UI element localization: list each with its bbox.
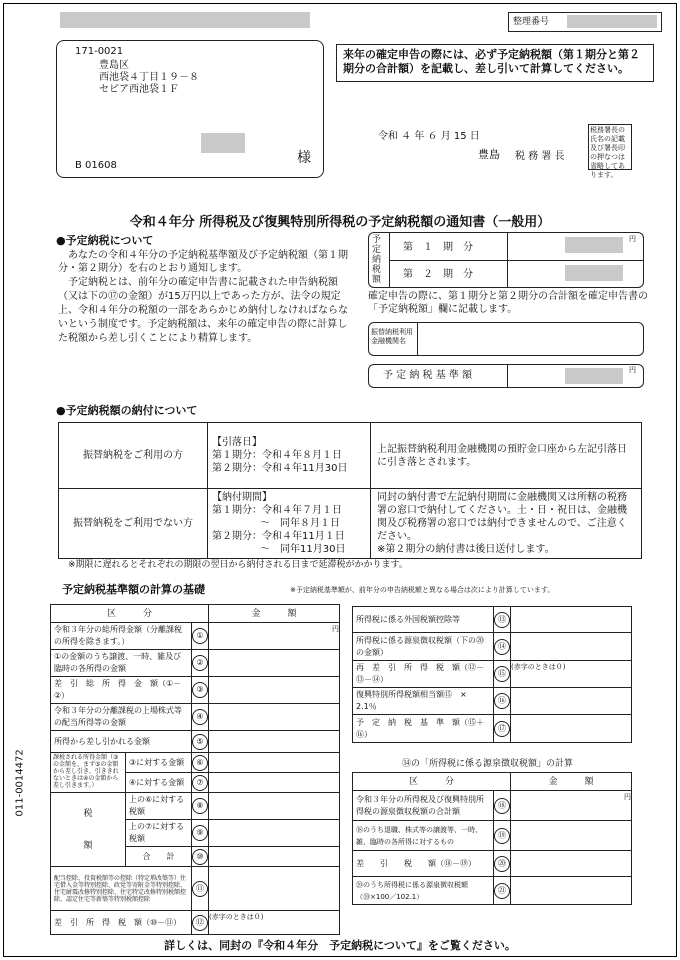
calc-row-number: ⑯ — [494, 693, 510, 709]
section-heading-yotei-nozei: ●予定納税について — [56, 234, 154, 247]
calc-row-label: 所得から差し引かれる金額 — [54, 736, 150, 746]
payment-period-1-end: ～ 同年８月１日 — [260, 518, 340, 529]
side-form-code: 011-0014472 — [14, 749, 26, 817]
section-heading-calc: 予定納税基準額の計算の基礎 — [62, 583, 205, 596]
sub-yen-unit: 円 — [624, 793, 631, 801]
non-autopay-label: 振替納税をご利用でない方 — [73, 518, 193, 529]
calc-row-number: ⑩ — [192, 849, 208, 865]
calc-row-label: ⑱のうち退職、株式等の譲渡等、一時、雑、臨時の各所得に対するもの — [356, 825, 482, 846]
calc-row-number: ⑤ — [192, 734, 208, 750]
calc-row-label: 差 引 所 得 税 額（⑩－⑪） — [54, 917, 182, 927]
autopay-date-title: 【引落日】 — [212, 437, 262, 448]
section1-paragraph-1: あなたの令和４年分の予定納税基準額及び予定納税額（第１期分・第２期分）を右のとおり通知します。 — [58, 250, 348, 274]
sub-col-kubun: 区 分 — [408, 776, 454, 787]
redacted-name-top — [60, 12, 310, 28]
calc-row-label: ③に対する金額 — [129, 757, 185, 767]
redacted-recipient-name — [201, 133, 245, 153]
document-title: 令和４年分 所得税及び復興特別所得税の予定納税額の通知書（一般用） — [129, 215, 551, 230]
calc-row-label: 上の⑦に対する税額 — [129, 822, 185, 843]
calc-row-label: 合 計 — [142, 851, 175, 861]
redacted-period-1-amount — [565, 237, 623, 253]
section1-note: 確定申告の際に、第１期分と第２期分の合計額を確定申告書の「予定納税額」欄に記載します。 — [368, 291, 648, 315]
section1-paragraph-2: 予定納税とは、前年分の確定申告書に記載された申告納税額（又は下の⑰の金額）が15万円以上であった方が、法令の規定上、令和４年分の税額の一部をあらかじめ納付しなければならないという制度です。予定納税額は、来年の確定申告の際に計算した税額から差し引くことにより精算します。 — [58, 277, 348, 344]
seal-omission-note: 税務署長の氏名の記載及び署長印の押なつは省略してあります。 — [588, 124, 632, 170]
tax-office-title: 税 務 署 長 — [515, 151, 565, 162]
zei-label: 税 — [83, 808, 93, 819]
calc-row-number: ⑰ — [494, 721, 510, 737]
calc-row-number: ⑪ — [192, 881, 208, 897]
left-col-kingaku: 金 額 — [251, 608, 297, 619]
section3-heading-note: ※予定納税基準額が、前年分の申告納税額と異なる場合は次により計算しています。 — [290, 586, 555, 594]
address-window — [56, 40, 324, 178]
calc-row-number: ④ — [192, 709, 208, 725]
seiri-number-label: 整理番号 — [513, 17, 550, 27]
postal-code: 171-0021 — [75, 46, 124, 57]
tax-office-name: 豊島 — [478, 148, 500, 161]
calc-row-number: ㉑ — [494, 883, 510, 899]
payment-table — [58, 422, 642, 559]
autopay-note: 上記振替納税利用金融機関の預貯金口座から左記引落日に引き落とされます。 — [377, 443, 627, 468]
sub-col-kingaku: 金 額 — [548, 776, 594, 787]
issue-date: 令和 ４ 年 ６ 月 15 日 — [378, 131, 480, 142]
section-heading-payment: ●予定納税額の納付について — [56, 404, 198, 417]
late-payment-footnote: ※期限に遅れるとそれぞれの期限の翌日から納付される日まで延滞税がかかります。 — [68, 560, 408, 570]
payment-period-title: 【納付期間】 — [212, 492, 272, 503]
calc-row-label: 差 引 総 所 得 金 額（①－②） — [54, 679, 182, 700]
calc-row-number: ⑬ — [494, 612, 510, 628]
payment-period-1-start: 第１期分：令和４年７月１日 — [212, 505, 342, 516]
non-autopay-note: 同封の納付書で左記納付期間に金融機関又は所轄の税務署の窓口で納付してください。土・日・祝日は、金融機関及び税務署の窓口では納付できませんので、ご注意ください。 — [377, 492, 627, 542]
calc-row-number: ⑧ — [192, 798, 208, 814]
delivery-code: B 01608 — [75, 160, 117, 171]
calc-row-number: ⑮ — [494, 666, 510, 682]
withholding-calc-heading: ⑭の「所得税に係る源泉徴収税額」の計算 — [402, 759, 574, 769]
yen-unit-base: 円 — [629, 366, 636, 374]
payment-period-2-end: ～ 同年11月30日 — [260, 544, 346, 555]
bank-box — [368, 322, 644, 356]
address-line-2: 西池袋４丁目１９－８ — [99, 72, 199, 83]
period-1-label: 第 １ 期 分 — [403, 242, 473, 253]
calc-row-number: ⑭ — [494, 639, 510, 655]
calc-row-number: ⑨ — [192, 825, 208, 841]
calc-row-label: 令和３年分の所得税及び復興特別所得税の源泉徴収税額の合計額 — [356, 794, 484, 816]
calc-row-number: ② — [192, 655, 208, 671]
left-col-kubun: 区 分 — [106, 608, 152, 619]
non-autopay-note-2: ※第２期分の納付書は後日送付します。 — [377, 544, 555, 555]
base-amount-box — [368, 364, 644, 388]
calc-row-label: 復興特別所得税額相当額⑮ × 2.1％ — [356, 690, 475, 711]
payment-period-2-start: 第２期分：令和４年11月１日 — [212, 531, 345, 542]
base-amount-label: 予 定 納 税 基 準 額 — [383, 370, 473, 381]
autopay-date-1: 第１期分：令和４年８月１日 — [212, 450, 342, 461]
calc-row-label: ④に対する金額 — [129, 777, 185, 787]
address-line-1: 豊島区 — [99, 60, 129, 71]
calc-row-label: 予 定 納 税 基 準 額（⑮＋⑯） — [356, 717, 484, 739]
withholding-table — [352, 772, 632, 905]
calc-row-label: 所得税に係る外国税額控除等 — [356, 614, 460, 624]
calc-row-number: ⑲ — [494, 828, 510, 844]
right-akaji-note: (赤字のときは０) — [511, 663, 566, 671]
calc-row-label: 配当控除、投資税額等の控除（特定増改築等）住宅借入金等特別控除、政党等寄附金等特別控除、住宅耐震改修特別控除、住宅特定改修特別税額控除、認定住宅等新築等特別税額控除 — [54, 874, 187, 903]
period-2-label: 第 ２ 期 分 — [403, 269, 473, 280]
calc-row-label: 令和３年分の総所得金額（分離課税の所得を除きます。） — [54, 625, 182, 646]
calc-row-label: 上の⑥に対する税額 — [129, 795, 185, 816]
calc-row-number: ③ — [192, 682, 208, 698]
redacted-period-2-amount — [565, 265, 623, 281]
calc-row-number: ⑥ — [192, 755, 208, 771]
calc-row-number: ⑦ — [192, 775, 208, 791]
left-akaji-note: (赤字のときは０) — [209, 913, 264, 921]
calc-row-label: ①の金額のうち譲渡、一時、雑及び臨時の各所得の金額 — [54, 652, 182, 673]
address-line-3: セピア西池袋１Ｆ — [99, 84, 179, 95]
calc-table-right — [352, 606, 632, 743]
calc-row-label: 所得税に係る源泉徴収税額（下の⑳の金額） — [356, 635, 484, 657]
calc-row-label: 差 引 税 額（⑱－⑲） — [356, 858, 476, 868]
calc-row-label: 再 差 引 所 得 税 額（⑫－⑬－⑭） — [356, 663, 484, 684]
yen-unit-1: 円 — [629, 235, 636, 243]
seiri-number-box — [508, 12, 662, 32]
sama-label: 様 — [297, 150, 311, 166]
calc-row-label: ⑳のうち所得税に係る源泉徴収税額（⑳×100／102.1） — [356, 880, 468, 901]
yotei-nozei-box-label: 予定納税額 — [372, 235, 382, 285]
yotei-nozei-box — [368, 232, 644, 288]
calc-row-label: 令和３年分の分離課税の上場株式等の配当所得等の金額 — [54, 706, 182, 727]
gaku-label: 額 — [83, 840, 93, 851]
footer-note: 詳しくは、同封の『令和４年分 予定納税について』をご覧ください。 — [164, 939, 516, 952]
redacted-seiri-number — [567, 15, 657, 28]
calc-row-number: ⑳ — [494, 856, 510, 872]
calc-table-left — [50, 604, 340, 935]
notice-box: 来年の確定申告の際には、必ず予定納税額（第１期分と第２期分の合計額）を記載し、差し引いて計算してください。 — [336, 44, 654, 82]
redacted-base-amount — [565, 368, 623, 384]
customer-barcode — [60, 190, 320, 197]
calc-row-number: ⑱ — [494, 798, 510, 814]
bank-label: 振替納税利用金融機関名 — [371, 328, 413, 345]
taxable-income-side-label: 課税される所得金額（③の金額を、まず⑤の金額から差し引き、引ききれないときは④の金額から差し引きます。） — [53, 754, 119, 789]
autopay-label: 振替納税をご利用の方 — [83, 450, 183, 461]
calc-row-number: ⑫ — [192, 915, 208, 931]
autopay-date-2: 第２期分：令和４年11月30日 — [212, 463, 348, 474]
calc-row-number: ① — [192, 628, 208, 644]
left-yen-unit: 円 — [332, 625, 339, 633]
